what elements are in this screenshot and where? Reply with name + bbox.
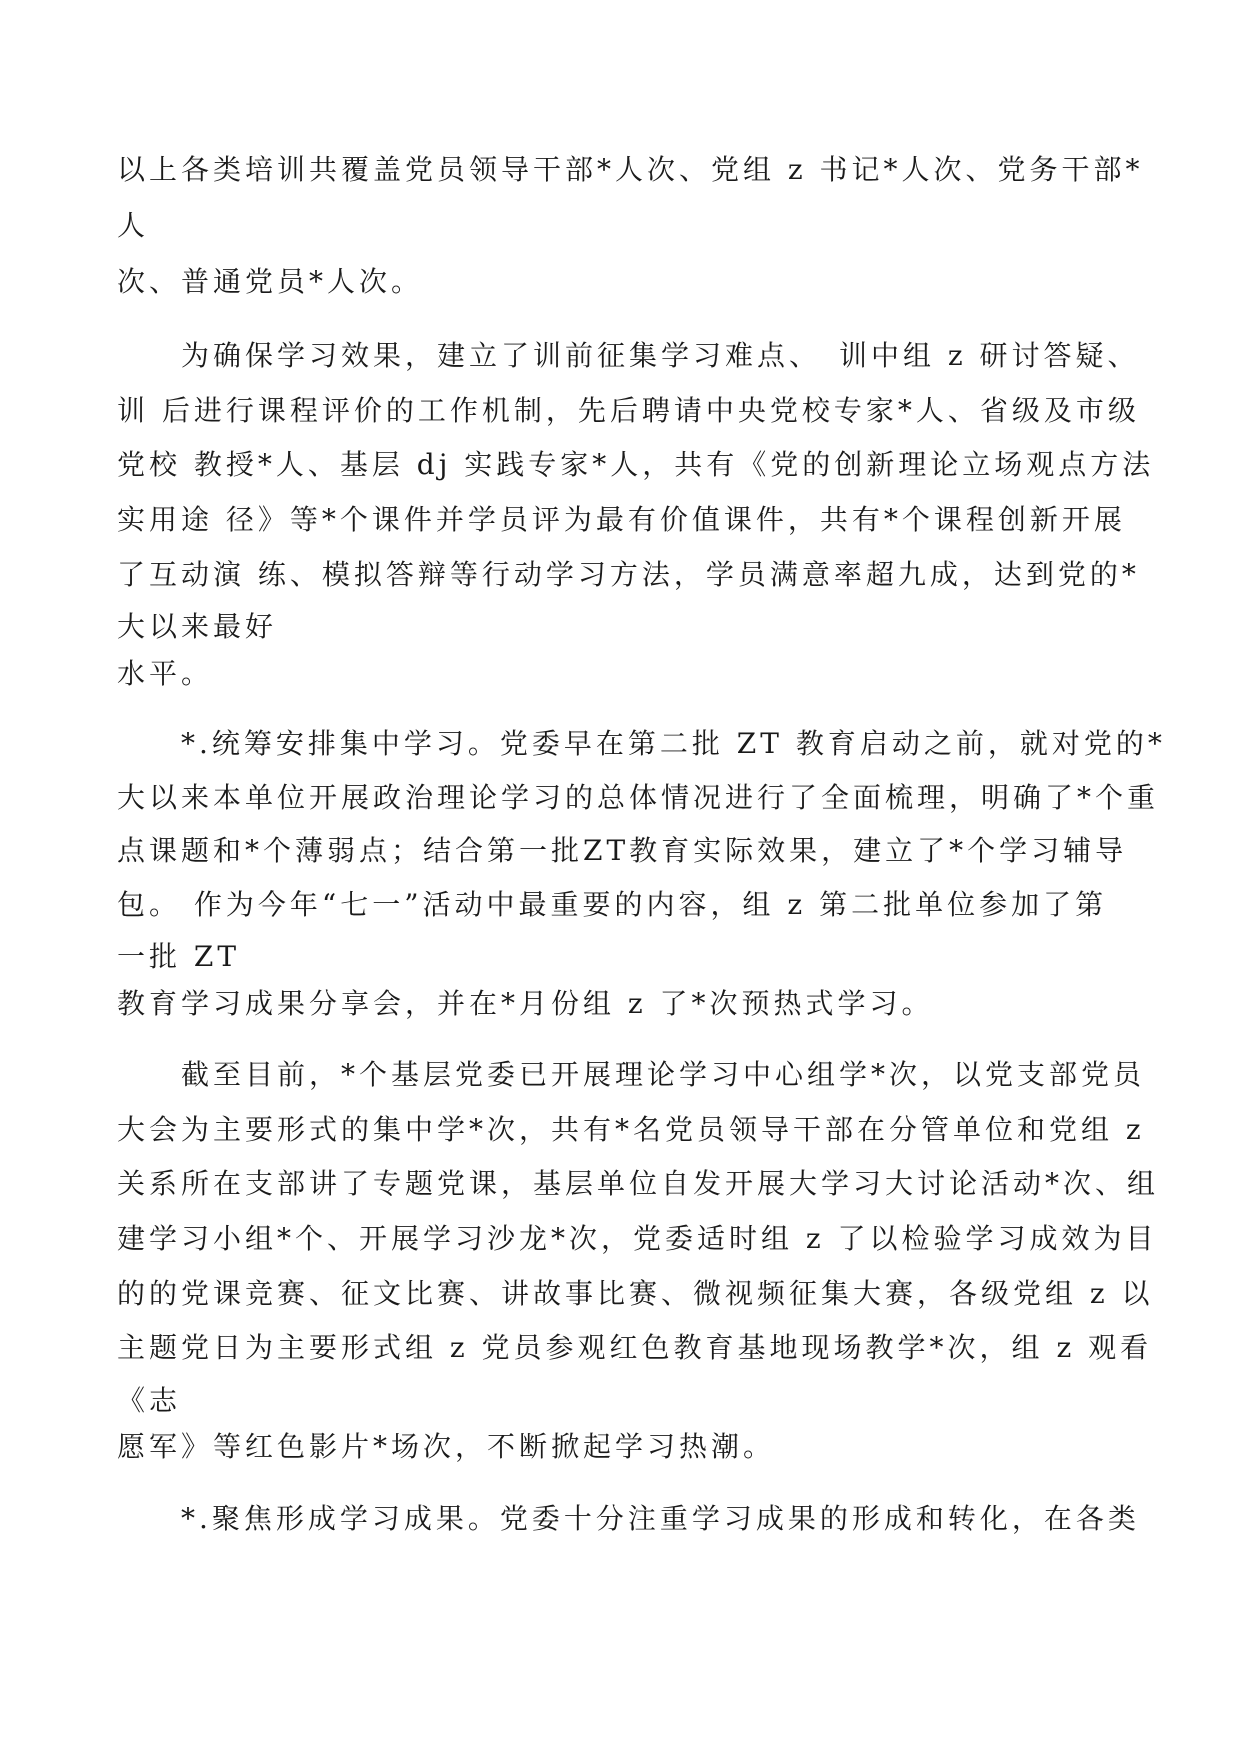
text-line: 大会为主要形式的集中学*次，共有*名党员领导干部在分管单位和党组 z bbox=[117, 1113, 1145, 1146]
text-line: 的的党课竞赛、征文比赛、讲故事比赛、微视频征集大赛，各级党组 z 以 bbox=[117, 1277, 1154, 1310]
text-line: 一批 ZT bbox=[117, 940, 241, 973]
text-line: 教育学习成果分享会，并在*月份组 z 了*次预热式学习。 bbox=[117, 987, 934, 1020]
text-line: 建学习小组*个、开展学习沙龙*次，党委适时组 z 了以检验学习成效为目 bbox=[117, 1222, 1158, 1255]
text-line: 大以来最好 bbox=[117, 610, 278, 643]
text-line: 点课题和*个薄弱点；结合第一批ZT教育实际效果，建立了*个学习辅导 bbox=[117, 834, 1128, 867]
section-heading-line: *.统筹安排集中学习。党委早在第二批 ZT 教育启动之前，就对党的* bbox=[117, 727, 1166, 760]
text-line: 水平。 bbox=[117, 657, 214, 690]
text-line: 次、普通党员*人次。 bbox=[117, 265, 424, 298]
text-line: 《志 bbox=[117, 1384, 182, 1417]
text-line: 人 bbox=[117, 209, 150, 242]
text-line: 党校 教授*人、基层 dj 实践专家*人，共有《党的创新理论立场观点方法 bbox=[117, 448, 1155, 481]
text-line: 实用途 径》等*个课件并学员评为最有价值课件，共有*个课程创新开展 bbox=[117, 503, 1126, 536]
text-line: 关系所在支部讲了专题党课，基层单位自发开展大学习大讨论活动*次、组 bbox=[117, 1167, 1160, 1200]
paragraph-start-line: 截至目前，*个基层党委已开展理论学习中心组学*次，以党支部党员 bbox=[117, 1058, 1146, 1091]
text-line: 主题党日为主要形式组 z 党员参观红色教育基地现场教学*次，组 z 观看 bbox=[117, 1331, 1153, 1364]
section-heading-line: *.聚焦形成学习成果。党委十分注重学习成果的形成和转化，在各类 bbox=[117, 1502, 1140, 1535]
paragraph-start-line: 为确保学习效果，建立了训前征集学习难点、 训中组 z 研讨答疑、 bbox=[117, 339, 1140, 372]
text-line: 包。 作为今年“七一”活动中最重要的内容，组 z 第二批单位参加了第 bbox=[117, 888, 1108, 921]
text-line: 训 后进行课程评价的工作机制，先后聘请中央党校专家*人、省级及市级 bbox=[117, 394, 1140, 427]
text-line: 了互动演 练、模拟答辩等行动学习方法，学员满意率超九成，达到党的* bbox=[117, 558, 1140, 591]
text-line: 大以来本单位开展政治理论学习的总体情况进行了全面梳理，明确了*个重 bbox=[117, 781, 1160, 814]
text-line: 愿军》等红色影片*场次，不断掀起学习热潮。 bbox=[117, 1430, 776, 1463]
text-line: 以上各类培训共覆盖党员领导干部*人次、党组 z 书记*人次、党务干部* bbox=[117, 153, 1144, 186]
